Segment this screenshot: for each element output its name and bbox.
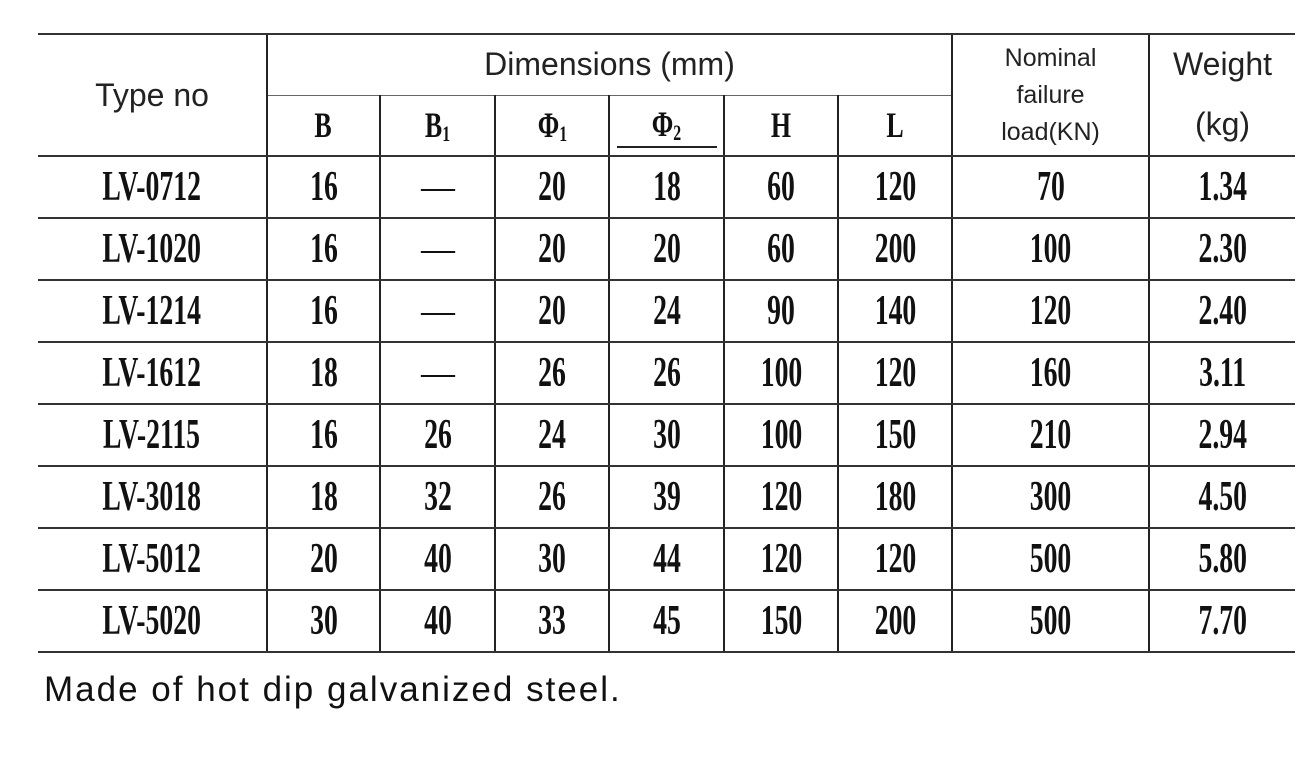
cell-l	[838, 590, 952, 652]
cell-phi2-value: 45	[652, 598, 681, 644]
cell-l-value: 120	[874, 536, 916, 582]
cell-b1	[380, 218, 495, 280]
cell-l-value: 180	[874, 474, 916, 520]
cell-b-value: 16	[309, 288, 338, 334]
header-dimensions-label: Dimensions (mm)	[484, 46, 735, 83]
cell-l-value: 120	[874, 164, 916, 210]
cell-type-value: LV-5012	[102, 536, 202, 582]
cell-b-value: 30	[309, 598, 338, 644]
cell-phi2	[609, 590, 724, 652]
empty-dash	[420, 251, 454, 253]
cell-phi2	[609, 342, 724, 404]
table-row	[38, 156, 1295, 218]
table-header	[38, 34, 1295, 156]
cell-phi1-value: 20	[538, 164, 566, 210]
cell-b-value: 18	[309, 350, 338, 396]
cell-phi2	[609, 404, 724, 466]
cell-h	[724, 280, 838, 342]
cell-phi1-value: 26	[538, 474, 566, 520]
cell-phi2-value: 39	[652, 474, 681, 520]
cell-h-value: 150	[760, 598, 802, 644]
cell-type-value: LV-5020	[102, 598, 202, 644]
cell-phi2-value: 24	[652, 288, 681, 334]
cell-phi2-value: 44	[652, 536, 681, 582]
header-l-label: L	[886, 105, 904, 146]
cell-weight	[1149, 342, 1295, 404]
cell-l	[838, 218, 952, 280]
cell-phi2-value: 20	[652, 226, 681, 272]
cell-l	[838, 280, 952, 342]
header-nominal-failure-load	[952, 34, 1149, 156]
cell-weight	[1149, 404, 1295, 466]
table-row	[38, 404, 1295, 466]
cell-type-value: LV-3018	[102, 474, 202, 520]
cell-weight-value: 4.50	[1198, 474, 1247, 520]
spec-table	[38, 33, 1295, 653]
cell-h	[724, 590, 838, 652]
cell-b-value: 20	[309, 536, 338, 582]
cell-type	[38, 280, 267, 342]
cell-b1	[380, 590, 495, 652]
cell-weight-value: 7.70	[1198, 598, 1247, 644]
header-b1-label	[425, 104, 450, 147]
cell-type	[38, 218, 267, 280]
table-row	[38, 218, 1295, 280]
cell-phi1	[495, 404, 609, 466]
cell-h	[724, 218, 838, 280]
header-type-no	[38, 34, 267, 156]
cell-phi2-value: 18	[652, 164, 681, 210]
header-b1-sub: 1	[442, 120, 451, 146]
cell-h-value: 90	[767, 288, 795, 334]
header-dimensions	[267, 34, 952, 95]
cell-type	[38, 528, 267, 590]
cell-type-value: LV-1020	[102, 226, 202, 272]
table-row	[38, 466, 1295, 528]
empty-dash	[420, 189, 454, 191]
cell-h	[724, 342, 838, 404]
empty-dash	[420, 375, 454, 377]
cell-h	[724, 528, 838, 590]
cell-phi1	[495, 280, 609, 342]
cell-phi1-value: 26	[538, 350, 566, 396]
cell-b-value: 18	[309, 474, 338, 520]
cell-phi2	[609, 156, 724, 218]
cell-phi1-value: 30	[538, 536, 566, 582]
cell-load	[952, 280, 1149, 342]
cell-load-value: 70	[1036, 164, 1065, 210]
cell-weight-value: 1.34	[1198, 164, 1247, 210]
header-phi2-base: Φ	[651, 103, 674, 144]
header-h	[724, 95, 838, 156]
cell-weight-value: 2.94	[1198, 412, 1247, 458]
cell-b1	[380, 156, 495, 218]
cell-weight-value: 2.30	[1198, 226, 1247, 272]
cell-load-value: 160	[1029, 350, 1072, 396]
cell-b	[267, 528, 380, 590]
cell-b-value: 16	[309, 412, 338, 458]
cell-l-value: 200	[874, 598, 916, 644]
cell-b1-value: 26	[423, 412, 452, 458]
cell-b1-value: 40	[423, 536, 452, 582]
cell-b1-value: 40	[423, 598, 452, 644]
header-phi1	[495, 95, 609, 156]
cell-h	[724, 156, 838, 218]
cell-phi1	[495, 218, 609, 280]
table-row	[38, 280, 1295, 342]
header-weight	[1149, 34, 1295, 156]
cell-h-value: 100	[760, 350, 802, 396]
cell-b	[267, 404, 380, 466]
cell-type-value: LV-0712	[102, 164, 202, 210]
header-phi2	[609, 95, 724, 156]
cell-phi1	[495, 590, 609, 652]
cell-phi1	[495, 466, 609, 528]
cell-l	[838, 528, 952, 590]
cell-b	[267, 280, 380, 342]
cell-phi2	[609, 466, 724, 528]
cell-weight	[1149, 590, 1295, 652]
cell-weight-value: 5.80	[1198, 536, 1247, 582]
table-row	[38, 528, 1295, 590]
cell-load	[952, 156, 1149, 218]
cell-phi2	[609, 528, 724, 590]
cell-phi1-value: 20	[538, 288, 566, 334]
cell-l-value: 200	[874, 226, 916, 272]
cell-weight	[1149, 156, 1295, 218]
header-phi1-sub: 1	[558, 120, 567, 146]
cell-l	[838, 342, 952, 404]
cell-l	[838, 404, 952, 466]
cell-weight	[1149, 218, 1295, 280]
cell-weight	[1149, 280, 1295, 342]
header-type-no-label: Type no	[95, 76, 209, 113]
cell-l	[838, 466, 952, 528]
cell-h-value: 120	[760, 536, 802, 582]
cell-load	[952, 590, 1149, 652]
footer-note: Made of hot dip galvanized steel.	[44, 670, 622, 709]
cell-phi1-value: 33	[538, 598, 566, 644]
cell-type	[38, 156, 267, 218]
cell-l-value: 140	[874, 288, 916, 334]
table-row	[38, 342, 1295, 404]
header-nominal-line2: failure	[1016, 80, 1085, 109]
cell-weight	[1149, 528, 1295, 590]
header-h-label: H	[770, 105, 792, 146]
cell-phi2-value: 26	[652, 350, 681, 396]
header-phi1-label	[537, 104, 566, 147]
header-phi2-sub: 2	[673, 119, 682, 145]
cell-b	[267, 590, 380, 652]
cell-phi1	[495, 156, 609, 218]
header-phi2-underline	[617, 103, 717, 148]
cell-h-value: 60	[767, 226, 795, 272]
cell-weight-value: 3.11	[1199, 350, 1247, 396]
cell-phi1	[495, 342, 609, 404]
header-nominal-line3: load(KN)	[1001, 117, 1100, 146]
cell-phi2	[609, 280, 724, 342]
cell-load-value: 210	[1029, 412, 1072, 458]
cell-l-value: 150	[874, 412, 916, 458]
cell-weight	[1149, 466, 1295, 528]
cell-load-value: 500	[1029, 598, 1072, 644]
header-b1-base: B	[424, 104, 443, 145]
cell-type-value: LV-2115	[103, 412, 201, 458]
header-l	[838, 95, 952, 156]
header-phi2-label	[652, 103, 681, 146]
header-b-label: B	[314, 105, 333, 146]
header-weight-line1: Weight	[1173, 46, 1273, 82]
cell-h-value: 120	[760, 474, 802, 520]
cell-b	[267, 156, 380, 218]
header-phi1-base: Φ	[537, 104, 559, 145]
header-b1	[380, 95, 495, 156]
cell-load-value: 300	[1029, 474, 1072, 520]
cell-b-value: 16	[309, 164, 338, 210]
cell-b1	[380, 280, 495, 342]
cell-type-value: LV-1612	[102, 350, 202, 396]
cell-load	[952, 466, 1149, 528]
header-nominal-line1: Nominal	[1004, 43, 1097, 72]
table-body	[38, 156, 1295, 652]
cell-h	[724, 404, 838, 466]
cell-b1	[380, 466, 495, 528]
cell-load	[952, 342, 1149, 404]
cell-type	[38, 466, 267, 528]
cell-phi2	[609, 218, 724, 280]
cell-phi1-value: 20	[538, 226, 566, 272]
cell-phi1	[495, 528, 609, 590]
cell-type-value: LV-1214	[102, 288, 202, 334]
cell-load	[952, 218, 1149, 280]
cell-h-value: 100	[760, 412, 802, 458]
cell-b	[267, 218, 380, 280]
header-b	[267, 95, 380, 156]
cell-b1	[380, 342, 495, 404]
cell-load-value: 500	[1029, 536, 1072, 582]
cell-phi1-value: 24	[538, 412, 566, 458]
cell-load	[952, 404, 1149, 466]
cell-phi2-value: 30	[652, 412, 681, 458]
cell-type	[38, 404, 267, 466]
cell-weight-value: 2.40	[1198, 288, 1247, 334]
cell-load	[952, 528, 1149, 590]
cell-b	[267, 466, 380, 528]
cell-b1-value: 32	[423, 474, 452, 520]
cell-l-value: 120	[874, 350, 916, 396]
cell-l	[838, 156, 952, 218]
header-weight-line2: (kg)	[1194, 106, 1251, 142]
empty-dash	[420, 313, 454, 315]
cell-b	[267, 342, 380, 404]
cell-h	[724, 466, 838, 528]
cell-type	[38, 342, 267, 404]
cell-load-value: 120	[1029, 288, 1072, 334]
cell-type	[38, 590, 267, 652]
table-row	[38, 590, 1295, 652]
cell-b1	[380, 528, 495, 590]
cell-b-value: 16	[309, 226, 338, 272]
cell-load-value: 100	[1029, 226, 1072, 272]
cell-b1	[380, 404, 495, 466]
cell-h-value: 60	[767, 164, 795, 210]
